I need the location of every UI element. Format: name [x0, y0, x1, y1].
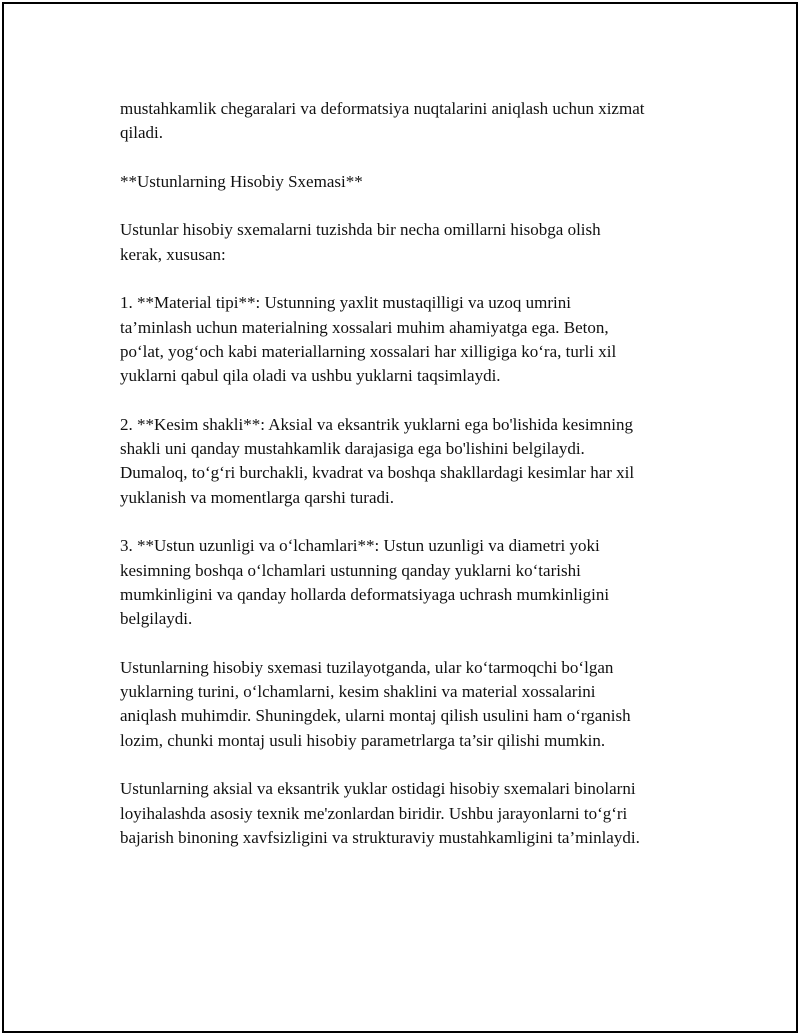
text-line: yuklarni qabul qila oladi va ushbu yuklarni taqsimlaydi. — [120, 366, 501, 386]
text-line: Dumaloq, to‘g‘ri burchakli, kvadrat va boshqa shakllardagi kesimlar har xil — [120, 463, 635, 483]
document-page — [2, 2, 798, 1033]
text-line: Ustunlar hisobiy sxemalarni tuzishda bir necha omillarni hisobga olish — [120, 220, 601, 240]
list-item-material-type — [120, 291, 700, 388]
text-line: belgilaydi. — [120, 609, 193, 629]
text-line: loyihalashda asosiy texnik me'zonlardan biridir. Ushbu jarayonlarni to‘g‘ri — [120, 803, 628, 823]
text-line: Ustunlarning aksial va eksantrik yuklar ostidagi hisobiy sxemalari binolarni — [120, 779, 636, 799]
text-line: bajarish binoning xavfsizligini va strukturaviy mustahkamligini ta’minlaydi. — [120, 827, 640, 847]
text-line: mumkinligini va qanday hollarda deformatsiyaga uchrash mumkinligini — [120, 584, 610, 604]
paragraph-scheme-considerations — [120, 656, 700, 753]
text-line: qiladi. — [120, 123, 163, 143]
text-line: Ustunlarning hisobiy sxemasi tuzilayotganda, ular ko‘tarmoqchi bo‘lgan — [120, 657, 614, 677]
text-line: kerak, xususan: — [120, 244, 226, 264]
list-item-section-shape — [120, 413, 700, 510]
text-line: 1. **Material tipi**: Ustunning yaxlit mustaqilligi va uzoq umrini — [120, 293, 571, 313]
section-heading — [120, 170, 700, 194]
document-body — [120, 97, 700, 875]
text-line: mustahkamlik chegaralari va deformatsiya nuqtalarini aniqlash uchun xizmat — [120, 99, 645, 118]
text-line: ta’minlash uchun materialning xossalari muhim ahamiyatga ega. Beton, — [120, 317, 609, 337]
list-item-column-length — [120, 534, 700, 631]
text-line: kesimning boshqa o‘lchamlari ustunning qanday yuklarni ko‘tarishi — [120, 560, 581, 580]
paragraph-conclusion — [120, 777, 700, 850]
text-line: shakli uni qanday mustahkamlik darajasiga ega bo'lishini belgilaydi. — [120, 439, 585, 459]
text-line: po‘lat, yog‘och kabi materiallarning xossalari har xilligiga ko‘ra, turli xil — [120, 341, 617, 361]
text-line: 3. **Ustun uzunligi va o‘lchamlari**: Ustun uzunligi va diametri yoki — [120, 536, 600, 556]
text-line: 2. **Kesim shakli**: Aksial va eksantrik yuklarni ega bo'lishida kesimning — [120, 414, 633, 434]
paragraph-intro-continuation — [120, 97, 700, 146]
text-line: yuklanish va momentlarga qarshi turadi. — [120, 487, 394, 507]
text-line: yuklarning turini, o‘lchamlarni, kesim shaklini va material xossalarini — [120, 682, 596, 702]
paragraph-factors-intro — [120, 218, 700, 267]
text-line: aniqlash muhimdir. Shuningdek, ularni montaj qilish usulini ham o‘rganish — [120, 706, 631, 726]
heading-line: **Ustunlarning Hisobiy Sxemasi** — [120, 171, 363, 191]
text-line: lozim, chunki montaj usuli hisobiy parametrlarga ta’sir qilishi mumkin. — [120, 730, 606, 750]
